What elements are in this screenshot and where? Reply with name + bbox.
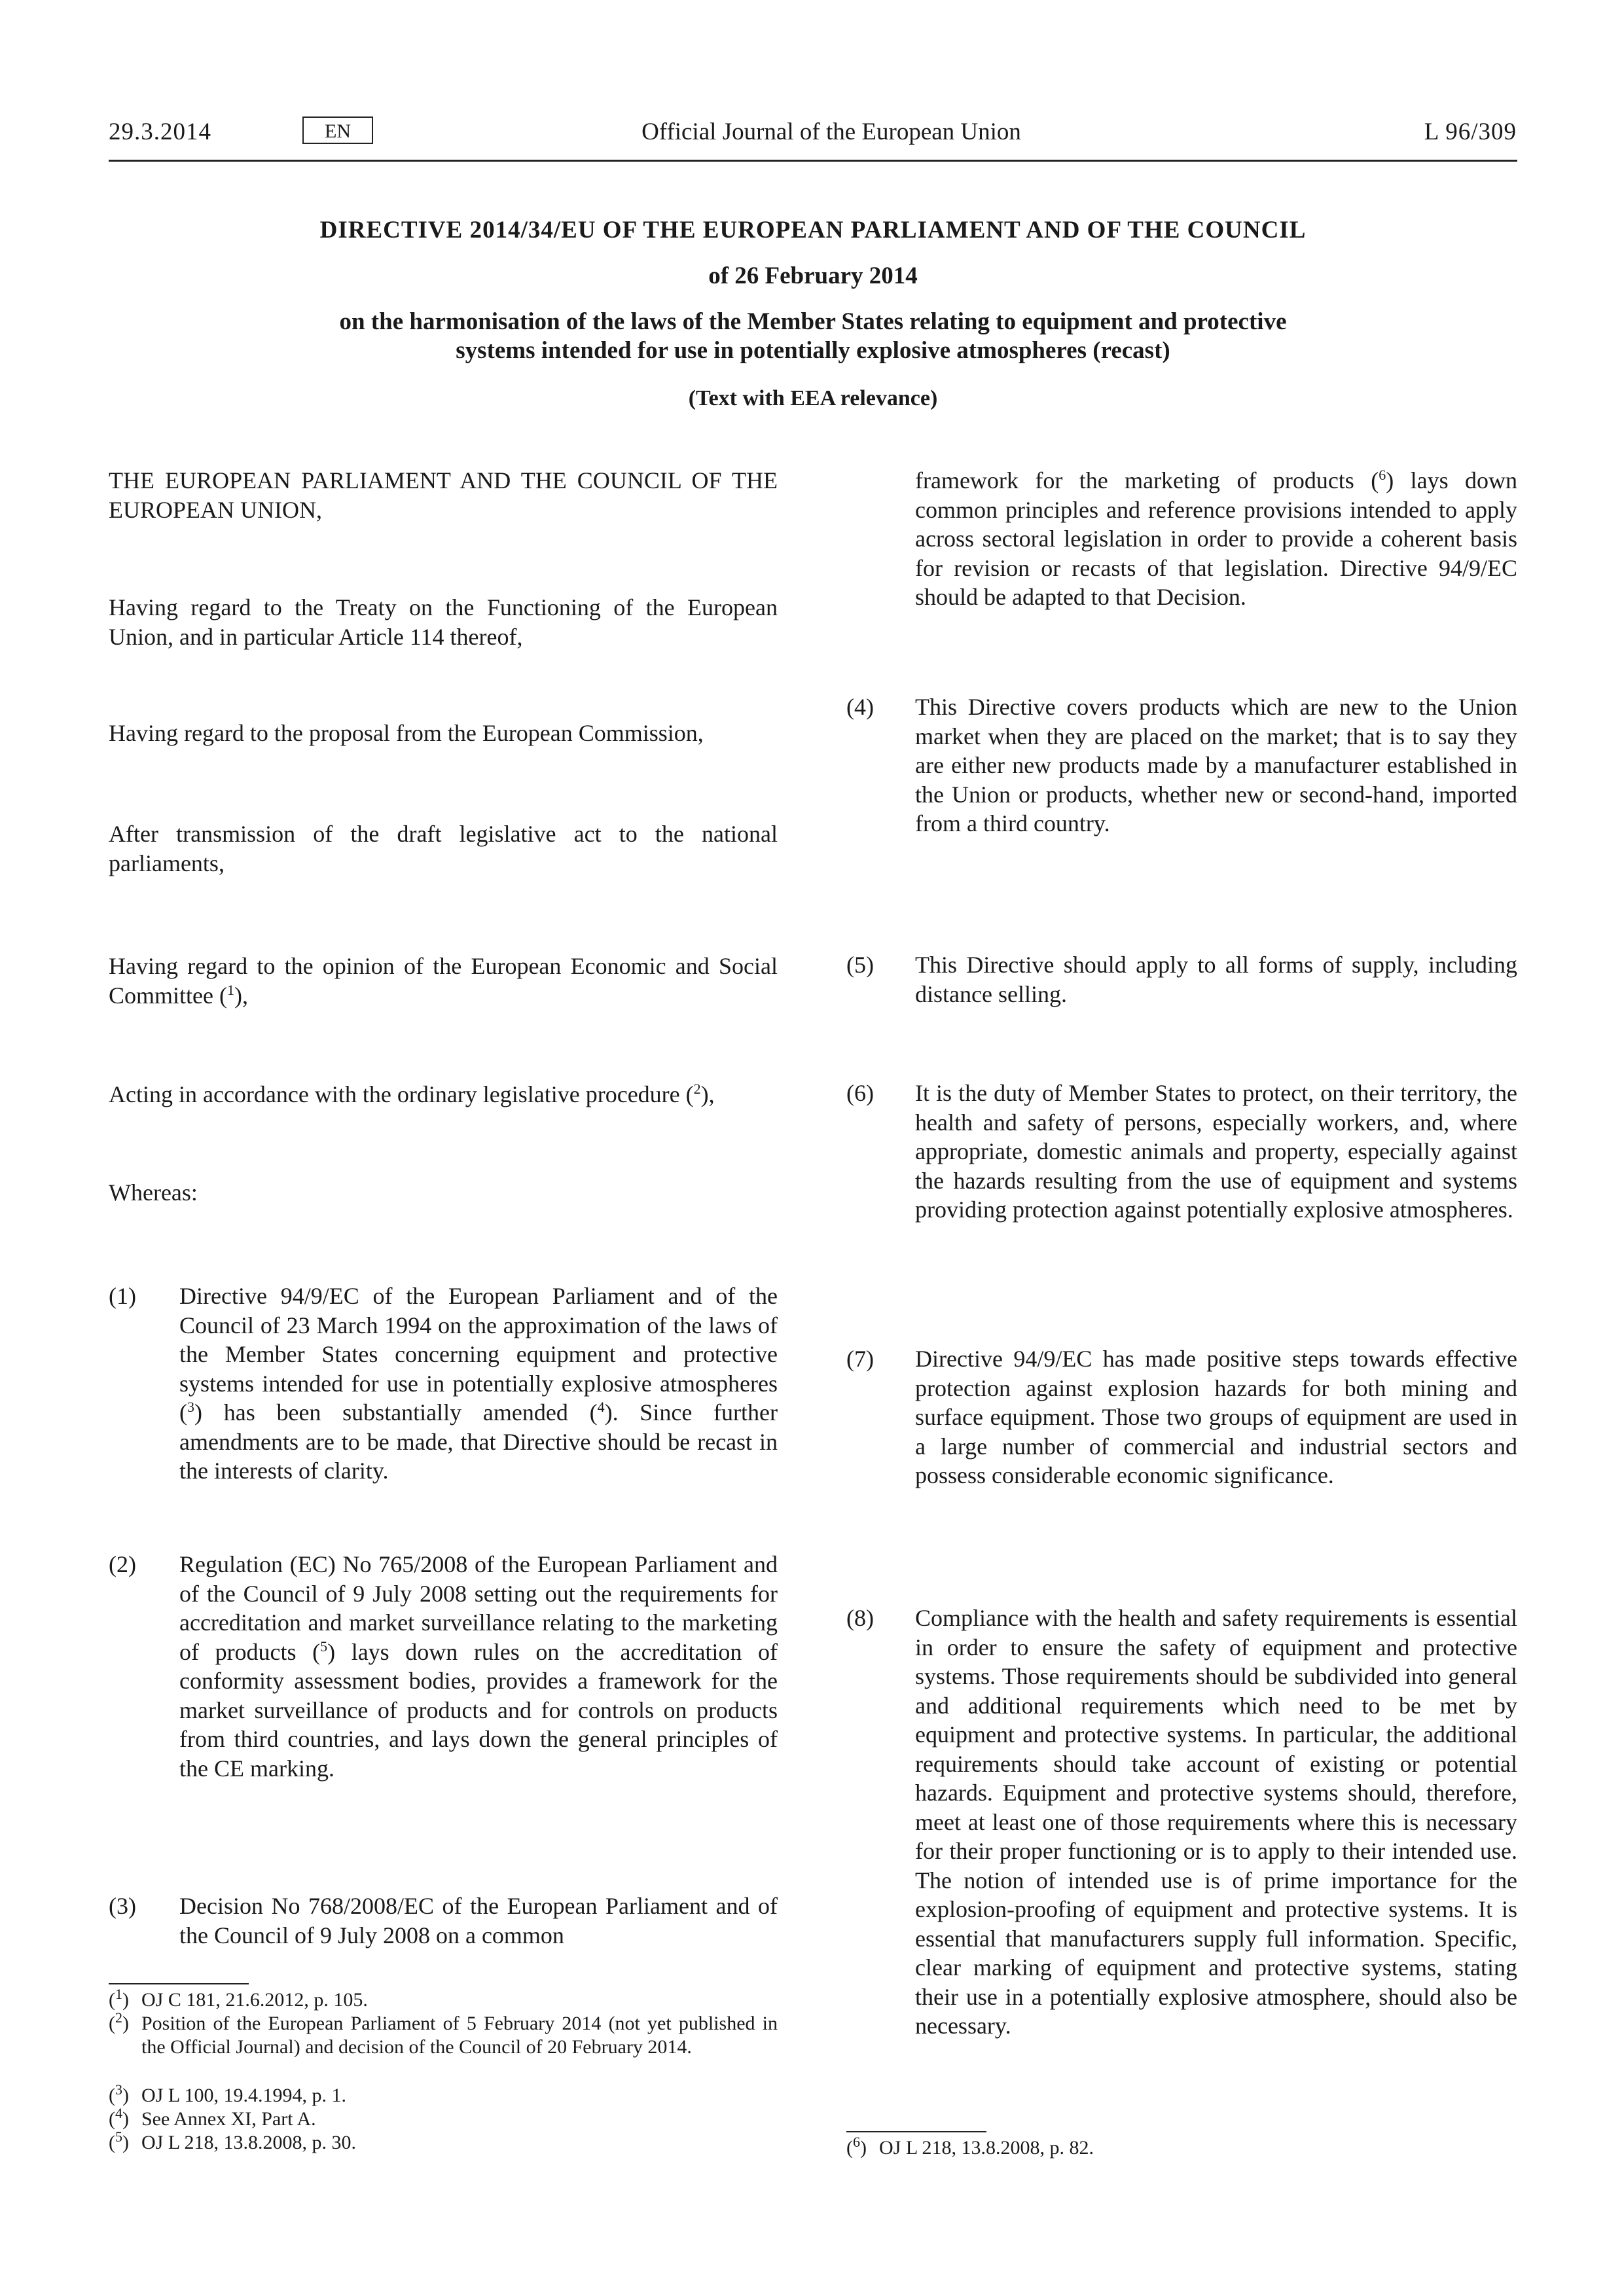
directive-subject-line1: on the harmonisation of the laws of the Member States relating to equipment and protective — [339, 308, 1287, 335]
journal-title: Official Journal of the European Union — [641, 118, 1021, 145]
recital-text: Compliance with the health and safety requirements is essential in order to ensure the safety of equipment and protective systems. Those requirements should be subdivided into general and additional requirements which need to be met by equipment and protective systems. In particular, the additional requirements should take account of existing or potential hazards. Equipment and protective systems should, therefore, meet at least one of those requirements where this is necessary for their proper functioning or is to apply to their intended use. The notion of intended use is of prime importance for the explosion-proofing of equipment and protective systems. It is essential that manufacturers supply full information. Specific, clear marking of equipment and protective systems, stating their use in a potentially explosive atmosphere, should also be necessary. — [915, 1605, 1517, 2039]
footnote-text: Position of the European Parliament of 5 February 2014 (not yet published in the Official Journal) and decision of the Council of 20 February 2014. — [141, 2013, 778, 2058]
footnote-number: ($^4$) — [109, 2105, 129, 2130]
footnote-text: See Annex XI, Part A. — [141, 2108, 316, 2130]
footnote-mark: 2 — [115, 2009, 122, 2026]
footnote-number: ($^2$) — [109, 2009, 129, 2034]
footnote-4 — [109, 2105, 778, 2131]
recital-4 — [846, 692, 1517, 876]
recital-7 — [846, 1344, 1517, 1528]
recital-1-part-a: Directive 94/9/EC of the European Parliament and of the Council of 23 March 1994 on the approximation of the laws of the Member States concerning equipment and protective systems intended for use in potentially explosive atmospheres — [179, 1283, 778, 1397]
citation-eesc: Having regard to the opinion of the European Economic and Social Committee ($^1$), — [109, 953, 778, 1009]
footnote-number: ($^3$) — [109, 2081, 129, 2106]
recital-1-part-c: ). Since further amendments are to be made, that Directive should be recast in the interests of clarity. — [179, 1399, 778, 1484]
footnote-6 — [846, 2136, 1517, 2160]
footnote-ref: 6 — [1379, 467, 1386, 483]
footnote-2 — [109, 2009, 778, 2083]
recital-2 — [109, 1550, 778, 1825]
footnote-divider — [109, 1983, 249, 1984]
recital-3-continued — [846, 466, 1517, 617]
recital-text: Regulation (EC) No 765/2008 of the European Parliament and of the Council of 9 July 2008 setting out the requirements for accreditation and market surveillance relating to the marketing of products ($^5$) lays down rules on the accreditation of conformity assessment bodies, provides a framework for the market surveillance of products and for controls on products from third countries, and lays down the general principles of the CE marking. — [179, 1551, 778, 1782]
enacting-authority: THE EUROPEAN PARLIAMENT AND THE COUNCIL OF THE EUROPEAN UNION, — [109, 467, 778, 523]
recital-number: (6) — [846, 1080, 874, 1106]
footnote-mark: 4 — [115, 2105, 122, 2121]
directive-title: DIRECTIVE 2014/34/EU OF THE EUROPEAN PARLIAMENT AND OF THE COUNCIL — [319, 217, 1307, 243]
citation-eesc-end: ), — [234, 982, 248, 1009]
whereas-heading: Whereas: — [109, 1179, 198, 1206]
recital-6 — [846, 1079, 1517, 1262]
recital-1-part-b: ) has been substantially amended — [194, 1399, 568, 1426]
recital-text: This Directive covers products which are new to the Union market when they are placed on the market; that is to say they are either new products made by a manufacturer established in the Union or products, whether new or second-hand, imported from a third country. — [915, 694, 1517, 836]
footnote-text: OJ L 218, 13.8.2008, p. 30. — [141, 2132, 357, 2153]
footnote-number: ($^6$) — [846, 2134, 867, 2159]
footnote-divider — [846, 2131, 986, 2132]
footnote-ref: 5 — [320, 1638, 328, 1655]
recital-number: (8) — [846, 1605, 874, 1631]
footnote-ref: 2 — [693, 1081, 701, 1097]
journal-reference: L 96/309 — [1424, 118, 1517, 145]
recital-2-part-b: ) lays down rules on the accreditation of conformity assessment bodies, provides a framework for the market surveillance of products and for controls on products from third countries, and lays down the general principles of the CE marking. — [179, 1638, 778, 1782]
recital-number: (4) — [846, 694, 874, 720]
directive-subject — [109, 308, 1517, 365]
footnote-text: OJ C 181, 21.6.2012, p. 105. — [141, 1989, 368, 2011]
citation-procedure-end: ), — [700, 1081, 715, 1107]
footnote-number: ($^1$) — [109, 1986, 129, 2011]
footnote-ref: 3 — [187, 1399, 194, 1415]
recital-3-part-c: ) lays down common principles and reference provisions intended to apply across sectoral legislation in order to provide a coherent basis for revision or recasts of that legislation. Directive 94/9/EC should be adapted to that Decision. — [915, 467, 1517, 610]
directive-subject-line2: systems intended for use in potentially explosive atmospheres (recast) — [456, 337, 1170, 364]
recital-1 — [109, 1282, 778, 1491]
recital-2-part-a: Regulation (EC) No 765/2008 of the European Parliament and of the Council of 9 July 2008 setting out the requirements for accreditation and market surveillance relating to the marketing of products — [179, 1551, 778, 1665]
recital-number: (7) — [846, 1346, 874, 1372]
footnote-mark: 5 — [115, 2128, 122, 2145]
footnote-mark: 6 — [853, 2134, 860, 2150]
footnote-mark: 3 — [115, 2081, 122, 2098]
citation-procedure: Acting in accordance with the ordinary legislative procedure ($^2$), — [109, 1081, 715, 1107]
footnote-1 — [109, 1988, 778, 2012]
recital-number: (1) — [109, 1283, 136, 1309]
recital-text: framework for the marketing of products ($^6$) lays down common principles and reference provisions intended to apply across sectoral legislation in order to provide a coherent basis for revision or recasts of that legislation. Directive 94/9/EC should be adapted to that Decision. — [915, 467, 1517, 610]
footnote-number: ($^5$) — [109, 2128, 129, 2153]
recital-number: (3) — [109, 1893, 136, 1919]
recital-text: Directive 94/9/EC has made positive steps towards effective protection against explosion hazards for both mining and surface equipment. Those two groups of equipment are used in a large number of commercial and industrial sectors and possess considerable economic significance. — [915, 1346, 1517, 1488]
footnote-mark: 1 — [115, 1986, 122, 2002]
recital-3-part-b: framework for the marketing of products — [915, 467, 1354, 493]
footnote-3 — [109, 2081, 778, 2108]
footnote-ref: 1 — [226, 981, 234, 998]
directive-date: of 26 February 2014 — [708, 262, 918, 289]
recital-3 — [109, 1892, 778, 1957]
recital-text: Directive 94/9/EC of the European Parliament and of the Council of 23 March 1994 on the approximation of the laws of the Member States concerning equipment and protective systems intended for use in potentially explosive atmospheres ($^3$) has been substantially amended ($^4$). Since further amendments are to be made, that Directive should be recast in the interests of clarity. — [179, 1283, 778, 1484]
recital-5 — [846, 950, 1517, 1016]
publication-date: 29.3.2014 — [109, 118, 211, 145]
recital-text: This Directive should apply to all forms of supply, including distance selling. — [915, 952, 1517, 1007]
citation-eesc-text: Having regard to the opinion of the European Economic and Social Committee — [109, 953, 778, 1009]
eea-relevance: (Text with EEA relevance) — [688, 386, 938, 410]
language-badge: EN — [302, 117, 373, 144]
recital-number: (2) — [109, 1551, 136, 1577]
recital-number: (5) — [846, 952, 874, 978]
citation-treaty: Having regard to the Treaty on the Functioning of the European Union, and in particular Article 114 thereof, — [109, 594, 778, 650]
citation-proposal: Having regard to the proposal from the European Commission, — [109, 720, 704, 746]
citation-national-parliaments: After transmission of the draft legislative act to the national parliaments, — [109, 821, 778, 876]
recital-text: Decision No 768/2008/EC of the European Parliament and of the Council of 9 July 2008 on a common — [179, 1893, 778, 1948]
left-column — [109, 466, 778, 1971]
citation-procedure-text: Acting in accordance with the ordinary legislative procedure — [109, 1081, 680, 1107]
footnote-ref: 4 — [597, 1399, 605, 1415]
right-column — [846, 466, 1517, 2039]
footnote-text: OJ L 100, 19.4.1994, p. 1. — [141, 2085, 347, 2106]
footnote-text: OJ L 218, 13.8.2008, p. 82. — [879, 2137, 1094, 2159]
footnote-5 — [109, 2128, 778, 2155]
recital-text: It is the duty of Member States to protect, on their territory, the health and safety of persons, especially workers, and, where appropriate, domestic animals and property, especially against the hazards resulting from the use of equipment and systems providing protection against potentially explosive atmospheres. — [915, 1080, 1517, 1223]
header-divider — [109, 160, 1517, 162]
recital-8 — [846, 1604, 1517, 2039]
